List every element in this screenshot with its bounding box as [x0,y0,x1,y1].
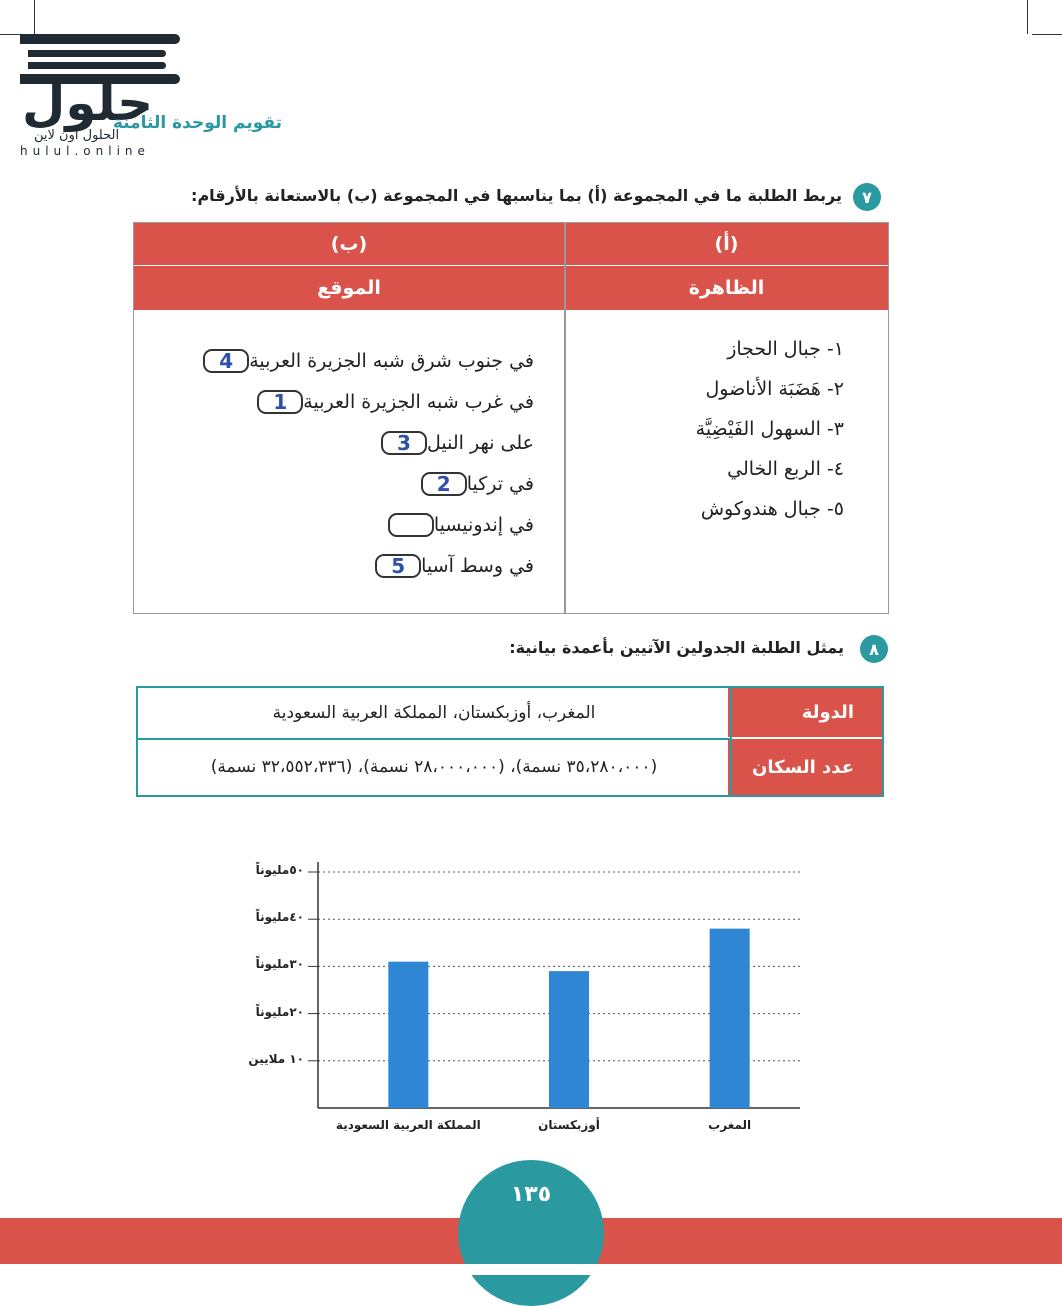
col-b-header: الموقع [134,266,564,310]
logo-latin: hulul.online [20,144,150,158]
bar-chart-svg [220,850,820,1140]
answer-box[interactable]: 2 [421,472,467,496]
y-tick-label: ٤٠مليوناً [255,910,304,925]
row-label-population: عدد السكان [728,739,882,795]
answer-box[interactable]: 5 [375,554,421,578]
phenomenon-item: ٢- هَضَبَة الأناضول [705,378,844,400]
phenomenon-item: ١- جبال الحجاز [727,338,844,360]
bar [710,929,750,1108]
crop-mark [34,0,35,34]
bar [388,962,428,1108]
location-text: في جنوب شرق شبه الجزيرة العربية [249,350,534,372]
y-tick-label: ١٠ ملايين [248,1051,304,1066]
location-text: في وسط آسيا [421,555,534,577]
x-category-label: المغرب [708,1118,752,1132]
location-text: على نهر النيل [427,432,534,454]
column-divider [564,223,566,613]
row-value-population: (٣٥،٢٨٠،٠٠٠ نسمة)، (٢٨،٠٠٠،٠٠٠ نسمة)، (٣٢،٥٥٢،٣٣٦ نسمة) [210,757,658,777]
logo-stripe [20,34,180,44]
phenomenon-item: ٤- الربع الخالي [727,458,844,480]
question-8-number: ٨ [860,635,888,663]
y-tick-label: ٣٠مليوناً [255,957,304,972]
location-item [197,349,534,373]
row-value-countries: المغرب، أوزبكستان، المملكة العربية السعودية [138,688,730,740]
location-text: في إندونيسيا [433,514,534,536]
question-7-number: ٧ [853,183,881,211]
y-tick-label: ٢٠مليوناً [255,1004,304,1019]
phenomenon-item: ٣- السهول الفَيْضِيَّة [695,418,844,440]
location-item [251,390,534,414]
logo-stripe [28,62,166,69]
bar [549,971,589,1108]
answer-box[interactable]: 1 [257,390,303,414]
row-label-country: الدولة [728,688,882,739]
logo [20,34,190,164]
logo-brand: حلول [22,74,154,132]
crop-mark [1032,34,1062,35]
logo-stripe [28,50,166,57]
table-divider [730,688,732,795]
location-item [375,431,534,455]
x-category-label: أوزبكستان [538,1118,600,1132]
matching-table [133,222,889,614]
locations-list [154,349,534,589]
bar-chart [220,850,820,1140]
col-a-label: (أ) [565,223,888,266]
footer-cover [0,1264,1062,1275]
location-item [415,472,534,496]
location-text: في غرب شبه الجزيرة العربية [303,391,534,413]
question-8-instruction: يمثل الطلبة الجدولين الآتيين بأعمدة بيانية: [509,638,844,657]
population-table [136,686,884,797]
answer-box[interactable]: 3 [381,431,427,455]
y-tick-label: ٥٠مليوناً [255,863,304,877]
location-text: في تركيا [466,473,534,495]
answer-box[interactable]: 4 [203,349,249,373]
location-item [369,554,534,578]
phenomenon-item: ٥- جبال هندوكوش [700,498,844,520]
phenomena-list [574,338,844,538]
x-category-label: المملكة العربية السعودية [335,1118,481,1132]
unit-title: تقويم الوحدة الثامنة [112,113,282,133]
question-7-instruction: يربط الطلبة ما في المجموعة (أ) بما يناسبها في المجموعة (ب) بالاستعانة بالأرقام: [191,186,842,205]
crop-mark [1027,0,1028,34]
page-number: ١٣٥ [510,1182,552,1207]
location-item [382,513,534,537]
col-b-label: (ب) [134,223,564,266]
logo-tagline: الحلول اون لاين [34,128,120,143]
answer-box[interactable] [388,513,434,537]
col-a-header: الظاهرة [565,266,888,310]
